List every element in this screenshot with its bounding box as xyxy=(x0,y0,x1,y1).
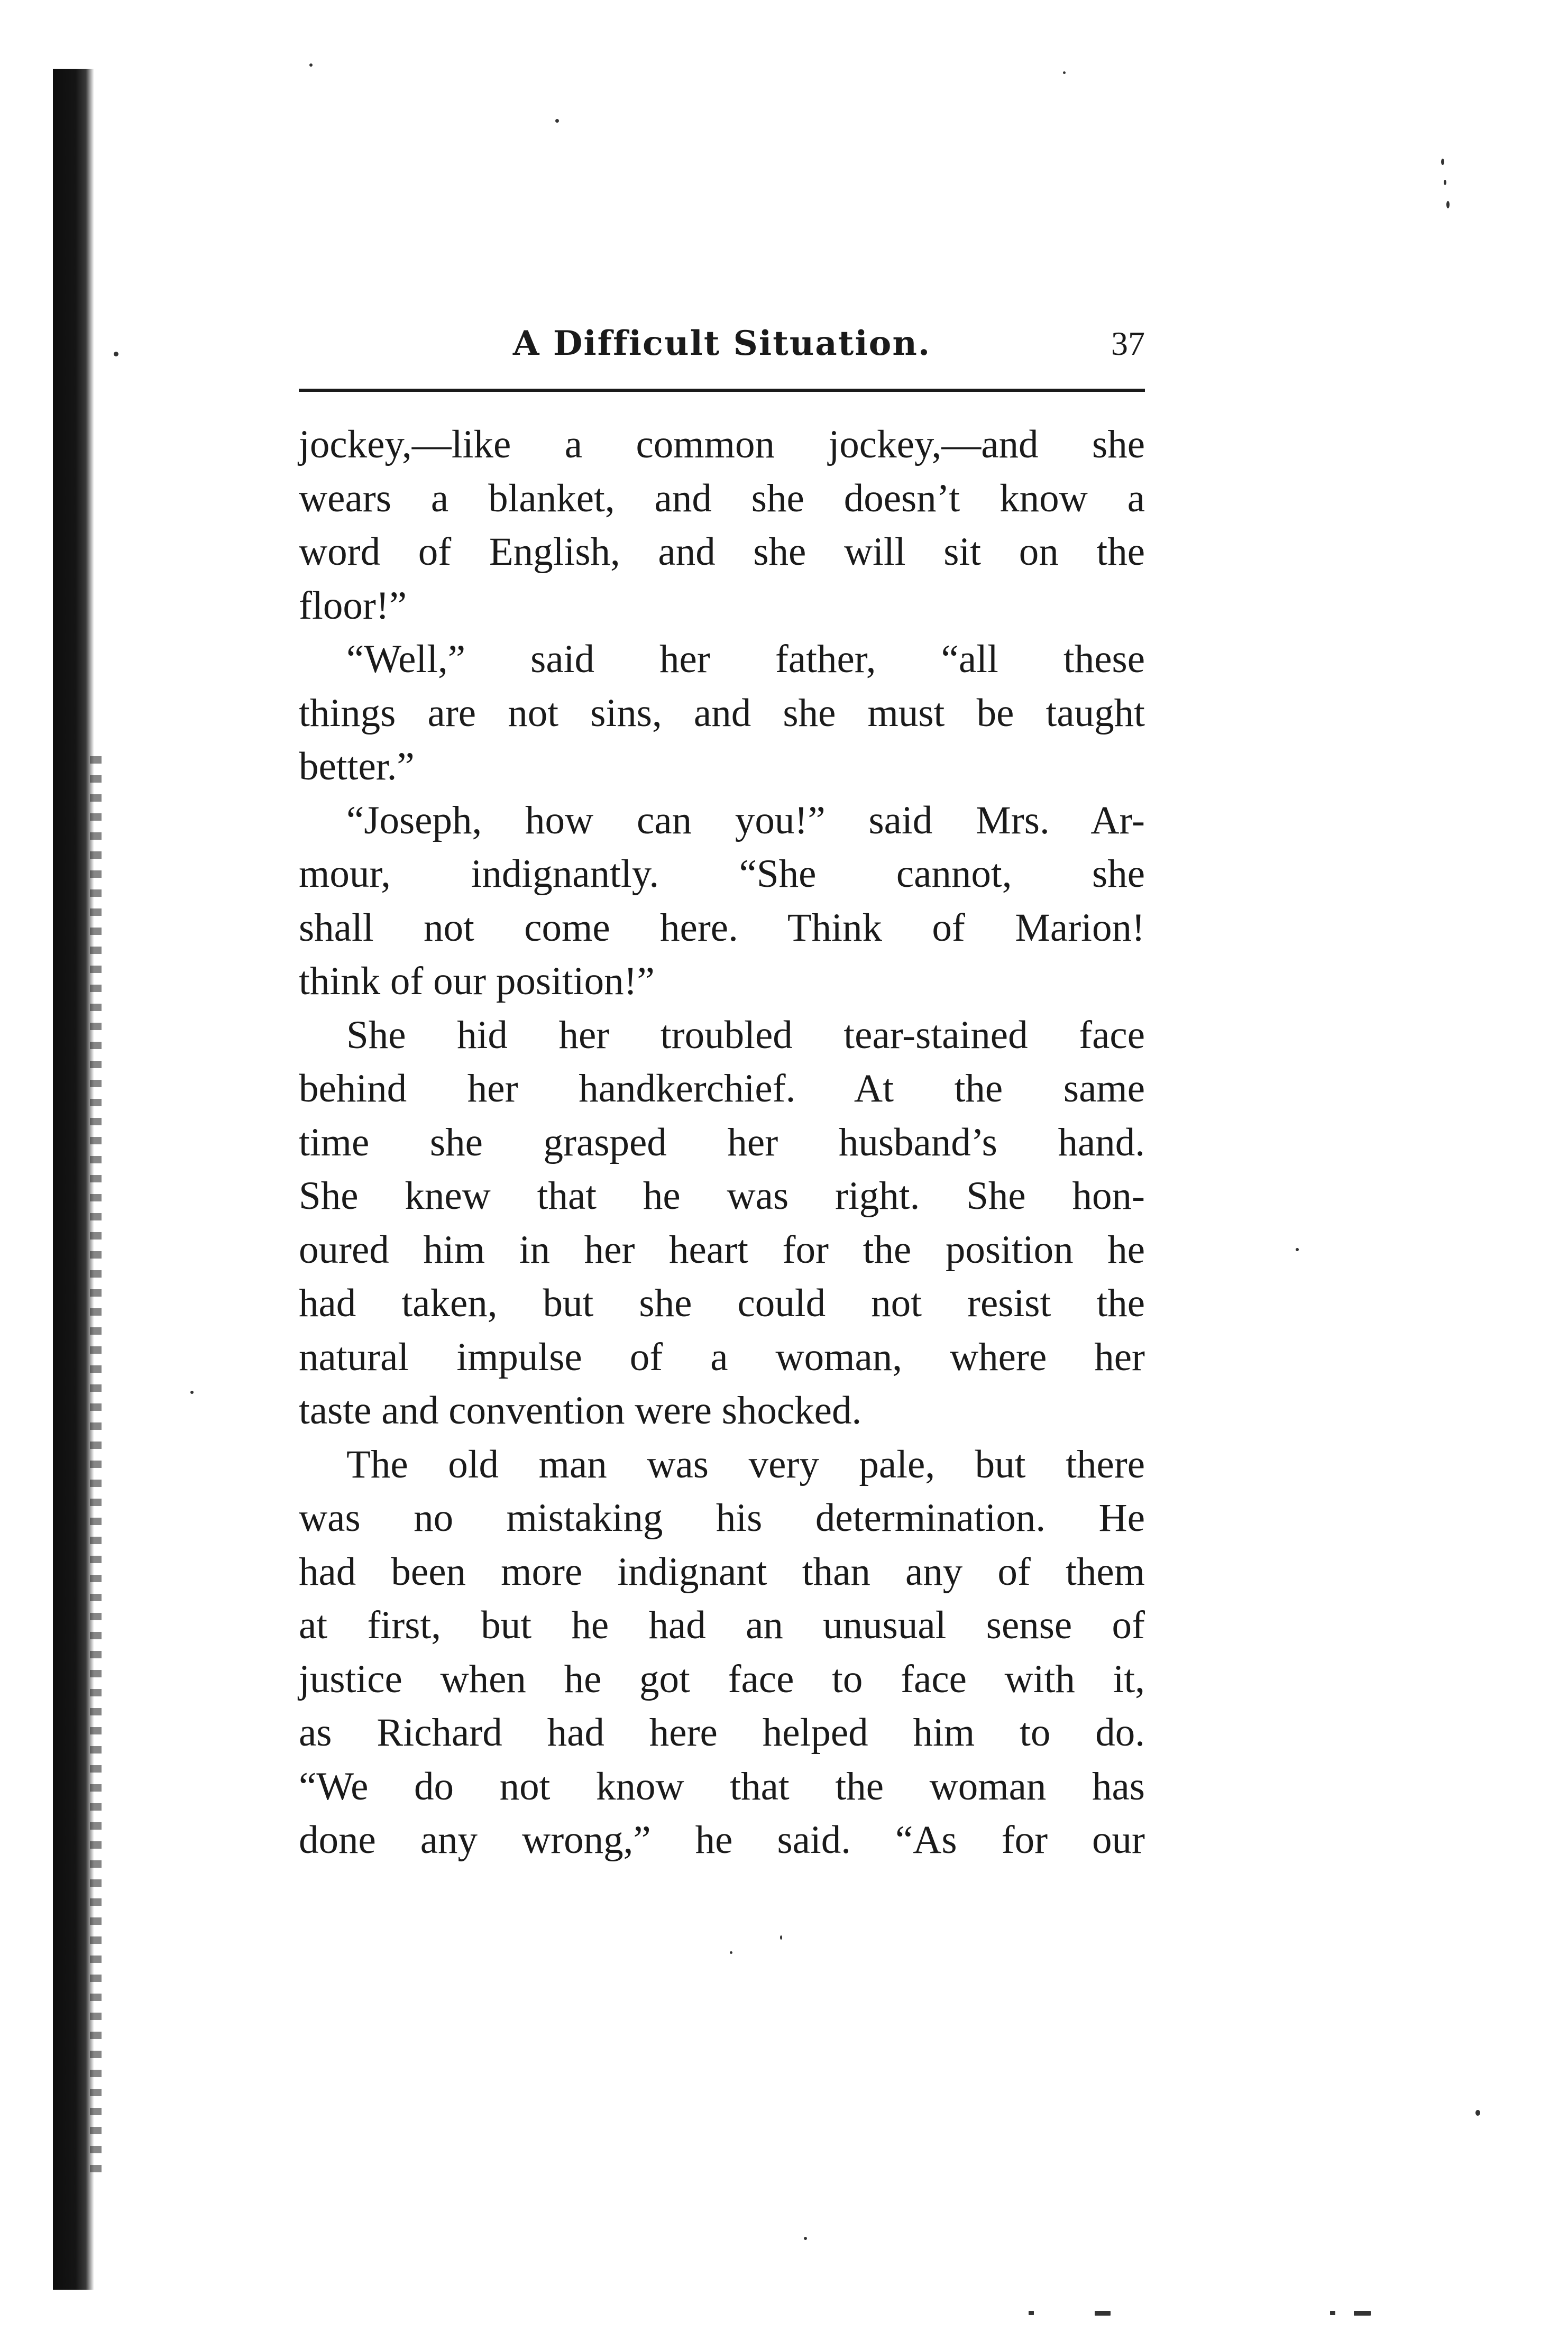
text-line: at first, but he had an unusual sense of xyxy=(299,1603,1145,1647)
text-line: “We do not know that the woman has xyxy=(299,1764,1145,1808)
text-line: wears a blanket, and she doesn’t know a xyxy=(299,476,1145,520)
scan-speck xyxy=(780,1935,782,1940)
text-line: things are not sins, and she must be taught xyxy=(299,691,1145,735)
scan-speck xyxy=(1029,2311,1034,2315)
scan-speck xyxy=(309,63,313,67)
text-line: was no mistaking his determination. He xyxy=(299,1496,1145,1540)
text-line: better.” xyxy=(299,745,415,788)
scan-speck xyxy=(1444,180,1446,185)
page-number: 37 xyxy=(1111,325,1145,362)
text-line: oured him in her heart for the position he xyxy=(299,1227,1145,1272)
text-line: done any wrong,” he said. “As for our xyxy=(299,1818,1145,1862)
text-line: had been more indignant than any of them xyxy=(299,1549,1145,1594)
header-rule xyxy=(299,389,1145,392)
text-line: word of English, and she will sit on the xyxy=(299,530,1145,574)
scan-speck xyxy=(1354,2311,1371,2316)
scan-speck xyxy=(804,2237,807,2240)
text-line: jockey,—like a common jockey,—and she xyxy=(299,423,1145,466)
text-line: time she grasped her husband’s hand. xyxy=(299,1120,1145,1164)
text-line: “Well,” said her father, “all these xyxy=(346,637,1145,681)
text-line: floor!” xyxy=(299,583,407,628)
scan-speck xyxy=(555,119,559,123)
text-line: The old man was very pale, but there xyxy=(346,1442,1145,1486)
text-line: think of our position!” xyxy=(299,959,655,1003)
text-line: She knew that he was right. She hon- xyxy=(299,1174,1145,1218)
text-line: as Richard had here helped him to do. xyxy=(299,1711,1145,1755)
text-line: had taken, but she could not resist the xyxy=(299,1281,1145,1325)
binding-edge-shadow xyxy=(53,69,94,2290)
text-line: She hid her troubled tear-stained face xyxy=(346,1013,1145,1057)
text-line: “Joseph, how can you!” said Mrs. Ar- xyxy=(346,798,1145,842)
text-line: behind her handkerchief. At the same xyxy=(299,1067,1145,1110)
scan-speck xyxy=(114,352,118,356)
scan-speck xyxy=(1330,2311,1335,2315)
scan-speck xyxy=(1095,2311,1111,2316)
scan-speck xyxy=(730,1951,732,1954)
text-line: mour, indignantly. “She cannot, she xyxy=(299,852,1145,896)
text-line: shall not come here. Think of Marion! xyxy=(299,905,1145,950)
running-title: A Difficult Situation. xyxy=(512,324,931,363)
text-line: justice when he got face to face with it, xyxy=(299,1657,1145,1701)
text-line: taste and convention were shocked. xyxy=(299,1389,862,1433)
scan-speck xyxy=(1475,2110,1480,2116)
scan-speck xyxy=(1296,1248,1299,1251)
running-header xyxy=(299,317,1145,375)
text-line: natural impulse of a woman, where her xyxy=(299,1335,1145,1379)
body-text xyxy=(299,418,1145,1867)
scan-speck xyxy=(190,1391,194,1394)
scan-speck xyxy=(1446,201,1450,208)
scan-speck xyxy=(1441,159,1444,165)
scan-speck xyxy=(1063,71,1066,74)
